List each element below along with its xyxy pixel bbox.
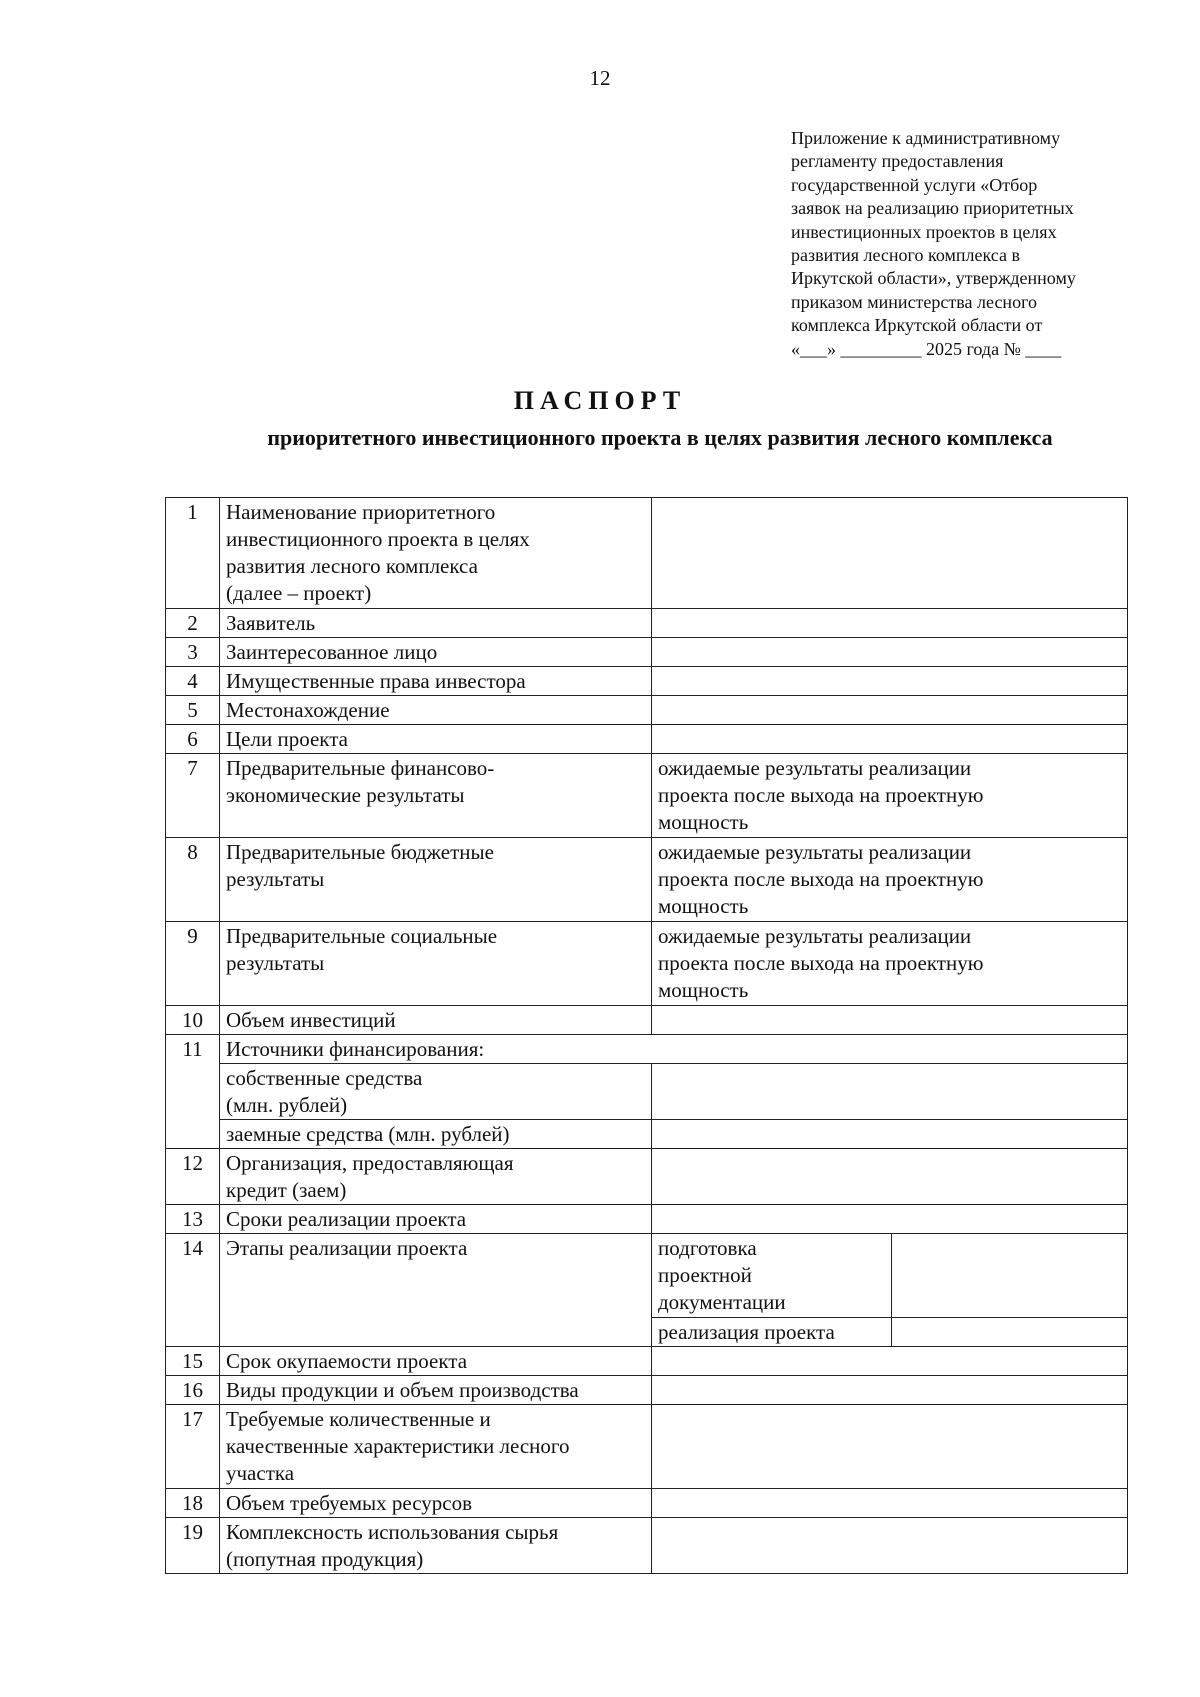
row-number: 19 — [166, 1518, 220, 1574]
row-label — [220, 838, 652, 922]
label-line: кредит (заем) — [226, 1178, 347, 1202]
row-number: 11 — [166, 1035, 220, 1149]
appendix-line: государственной услуги «Отбор — [791, 174, 1038, 195]
value-line: проектной — [658, 1263, 752, 1287]
appendix-line: «___» _________ 2025 года № ____ — [791, 338, 1062, 359]
table-row — [166, 1489, 1128, 1518]
row-value-field[interactable] — [652, 609, 1128, 638]
value-line: документации — [658, 1290, 786, 1314]
row-sublabel — [220, 1064, 652, 1120]
label-line: Наименование приоритетного — [226, 500, 496, 524]
row-value-field[interactable] — [652, 1120, 1128, 1149]
table-row — [166, 609, 1128, 638]
table-row — [166, 1006, 1128, 1035]
label-line: участка — [226, 1461, 295, 1485]
row-label: Заинтересованное лицо — [220, 638, 652, 667]
table-row — [166, 838, 1128, 922]
row-value-field[interactable] — [652, 725, 1128, 754]
table-row — [166, 498, 1128, 609]
row-value-field[interactable] — [652, 1205, 1128, 1234]
table-row — [166, 1234, 1128, 1318]
row-value-field[interactable] — [652, 1064, 1128, 1120]
row-number: 5 — [166, 696, 220, 725]
label-line: результаты — [226, 867, 325, 891]
stage-value-field[interactable] — [892, 1318, 1128, 1347]
row-number: 12 — [166, 1149, 220, 1205]
row-value-field[interactable] — [652, 1006, 1128, 1035]
row-number: 15 — [166, 1347, 220, 1376]
value-line: мощность — [658, 894, 749, 918]
table-row — [166, 667, 1128, 696]
row-label: Срок окупаемости проекта — [220, 1347, 652, 1376]
table-row — [166, 922, 1128, 1006]
label-line: (попутная продукция) — [226, 1547, 424, 1571]
label-line: Предварительные бюджетные — [226, 840, 494, 864]
row-label: Источники финансирования: — [220, 1035, 1128, 1064]
label-line: качественные характеристики лесного — [226, 1434, 570, 1458]
row-number: 2 — [166, 609, 220, 638]
label-line: Требуемые количественные и — [226, 1407, 491, 1431]
row-label — [220, 1518, 652, 1574]
row-label: Объем инвестиций — [220, 1006, 652, 1035]
table-row — [166, 1347, 1128, 1376]
row-label: Заявитель — [220, 609, 652, 638]
appendix-line: комплекса Иркутской области от — [791, 315, 1043, 336]
row-number: 18 — [166, 1489, 220, 1518]
row-number: 13 — [166, 1205, 220, 1234]
row-value-field[interactable] — [652, 696, 1128, 725]
table-row — [166, 1064, 1128, 1120]
table-row — [166, 1518, 1128, 1574]
table-row — [166, 1205, 1128, 1234]
table-row — [166, 1405, 1128, 1489]
appendix-line: инвестиционных проектов в целях — [791, 221, 1057, 242]
label-line: результаты — [226, 951, 325, 975]
row-label: Имущественные права инвестора — [220, 667, 652, 696]
value-line: мощность — [658, 978, 749, 1002]
table-row — [166, 638, 1128, 667]
row-number: 8 — [166, 838, 220, 922]
table-row — [166, 754, 1128, 838]
row-label — [220, 1149, 652, 1205]
document-subtitle: приоритетного инвестиционного проекта в целях развития лесного комплекса — [267, 425, 1053, 450]
row-label: Виды продукции и объем производства — [220, 1376, 652, 1405]
row-number: 14 — [166, 1234, 220, 1347]
row-value-note — [652, 922, 1128, 1006]
row-value-field[interactable] — [652, 638, 1128, 667]
row-label: Сроки реализации проекта — [220, 1205, 652, 1234]
label-line: Предварительные социальные — [226, 924, 498, 948]
value-line: проекта после выхода на проектную — [658, 867, 984, 891]
row-label: Цели проекта — [220, 725, 652, 754]
passport-table — [165, 497, 1128, 1574]
label-line: (далее – проект) — [226, 581, 372, 605]
value-line: подготовка — [658, 1236, 757, 1260]
row-value-field[interactable] — [652, 1405, 1128, 1489]
row-value-field[interactable] — [652, 667, 1128, 696]
table-row — [166, 1376, 1128, 1405]
row-label — [220, 922, 652, 1006]
appendix-line: развития лесного комплекса в — [791, 245, 1020, 266]
appendix-line: заявок на реализацию приоритетных — [791, 198, 1074, 219]
row-value-note — [652, 754, 1128, 838]
appendix-line: Приложение к административному — [791, 128, 1061, 148]
appendix-line: приказом министерства лесного — [791, 291, 1037, 312]
page-number: 12 — [589, 66, 611, 90]
label-line: экономические результаты — [226, 783, 465, 807]
table-row — [166, 725, 1128, 754]
label-line: собственные средства — [226, 1066, 423, 1090]
row-label: Этапы реализации проекта — [220, 1234, 652, 1347]
value-line: мощность — [658, 810, 749, 834]
row-value-note — [652, 838, 1128, 922]
value-line: ожидаемые результаты реализации — [658, 924, 972, 948]
label-line: Предварительные финансово- — [226, 756, 495, 780]
row-label: Объем требуемых ресурсов — [220, 1489, 652, 1518]
stage-label: реализация проекта — [652, 1318, 892, 1347]
value-line: проекта после выхода на проектную — [658, 951, 984, 975]
row-label: Местонахождение — [220, 696, 652, 725]
table-row — [166, 1035, 1128, 1064]
label-line: (млн. рублей) — [226, 1093, 348, 1117]
row-value-field[interactable] — [652, 1149, 1128, 1205]
value-line: ожидаемые результаты реализации — [658, 840, 972, 864]
table-row — [166, 696, 1128, 725]
row-sublabel: заемные средства (млн. рублей) — [220, 1120, 652, 1149]
row-value-field[interactable] — [652, 1347, 1128, 1376]
row-number: 16 — [166, 1376, 220, 1405]
row-label — [220, 754, 652, 838]
value-line: проекта после выхода на проектную — [658, 783, 984, 807]
row-value-field[interactable] — [652, 1518, 1128, 1574]
stage-label — [652, 1234, 892, 1318]
row-number: 10 — [166, 1006, 220, 1035]
value-line: ожидаемые результаты реализации — [658, 756, 972, 780]
row-value-field[interactable] — [652, 498, 1128, 609]
row-number: 6 — [166, 725, 220, 754]
label-line: Комплексность использования сырья — [226, 1520, 559, 1544]
appendix-line: Иркутской области», утвержденному — [791, 268, 1076, 289]
stage-value-field[interactable] — [892, 1234, 1128, 1318]
row-label — [220, 1405, 652, 1489]
row-number: 4 — [166, 667, 220, 696]
table-row — [166, 1149, 1128, 1205]
document-title: ПАСПОРТ — [513, 386, 687, 415]
label-line: Организация, предоставляющая — [226, 1151, 514, 1175]
row-value-field[interactable] — [652, 1376, 1128, 1405]
label-line: развития лесного комплекса — [226, 554, 478, 578]
row-label — [220, 498, 652, 609]
row-number: 3 — [166, 638, 220, 667]
row-number: 9 — [166, 922, 220, 1006]
row-number: 1 — [166, 498, 220, 609]
appendix-note — [791, 127, 1131, 361]
row-value-field[interactable] — [652, 1489, 1128, 1518]
row-number: 7 — [166, 754, 220, 838]
label-line: инвестиционного проекта в целях — [226, 527, 530, 551]
table-row — [166, 1120, 1128, 1149]
appendix-line: регламенту предоставления — [791, 151, 1004, 172]
row-number: 17 — [166, 1405, 220, 1489]
